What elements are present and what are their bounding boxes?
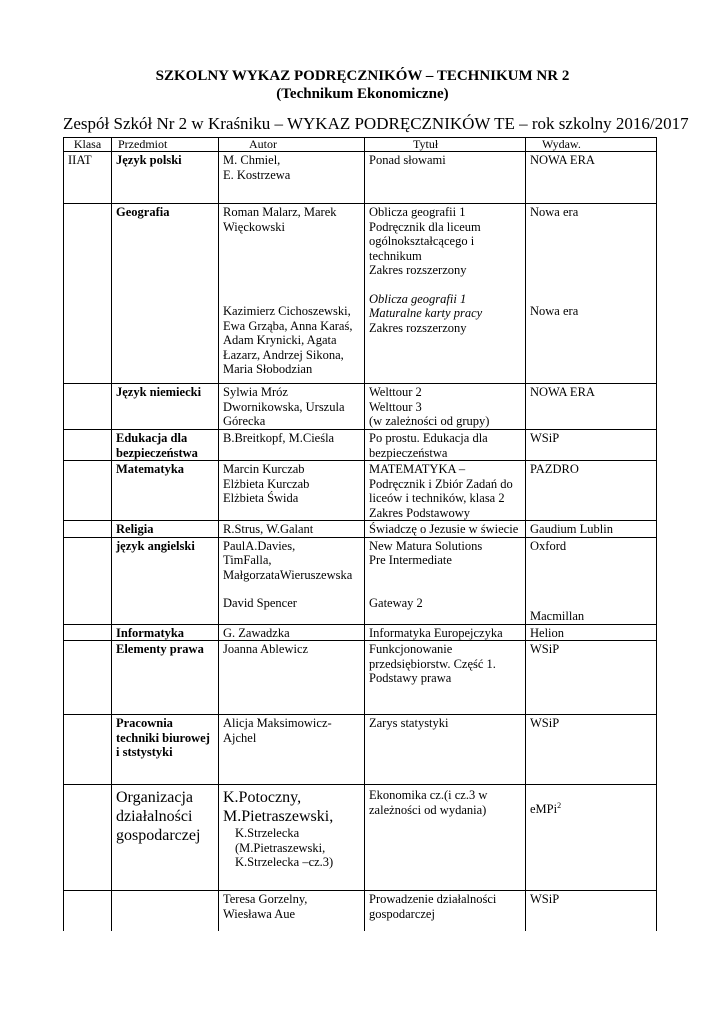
author-cell: PaulA.Davies, TimFalla, MałgorzataWieruszewska David Spencer [219, 537, 365, 624]
header-przedmiot: Przedmiot [112, 138, 219, 152]
title-cell: New Matura Solutions Pre Intermediate Gateway 2 [365, 537, 526, 624]
title-cell: Świadczę o Jezusie w świecie [365, 521, 526, 538]
publisher-cell: WSiP [526, 430, 657, 461]
header-klasa: Klasa [64, 138, 112, 152]
author-cell: Roman Malarz, Marek Więckowski Kazimierz Cichoszewski, Ewa Grząba, Anna Karaś, Adam Krynicki, Agata Łazarz, Andrzej Sikona, Maria Słobodzian [219, 204, 365, 384]
title-cell: Ekonomika cz.(i cz.3 w zależności od wydania) [365, 785, 526, 891]
publisher-cell: NOWA ERA [526, 384, 657, 430]
table-row [64, 641, 657, 715]
table-row [64, 461, 657, 521]
publisher-cell: WSiP [526, 715, 657, 785]
publisher-cell: Oxford Macmillan [526, 537, 657, 624]
title-cell: Welttour 2 Welttour 3 (w zależności od grupy) [365, 384, 526, 430]
author-cell: K.Potoczny, M.Pietraszewski, K.Strzelecka (M.Pietraszewski, K.Strzelecka –cz.3) [219, 785, 365, 891]
table-row [64, 715, 657, 785]
title-cell: Oblicza geografii 1 Podręcznik dla liceum ogólnokształcącego i technikum Zakres rozszerzony Oblicza geografii 1 Maturalne karty pracy Zakres rozszerzony [365, 204, 526, 384]
author-cell: Marcin Kurczab Elżbieta Kurczab Elżbieta Świda [219, 461, 365, 521]
author-cell: Teresa Gorzelny, Wiesława Aue [219, 891, 365, 931]
table-row [64, 521, 657, 538]
author-cell: Alicja Maksimowicz- Ajchel [219, 715, 365, 785]
author-cell: G. Zawadzka [219, 624, 365, 641]
table-row [64, 430, 657, 461]
title-cell: MATEMATYKA – Podręcznik i Zbiór Zadań do liceów i techników, klasa 2 Zakres Podstawowy [365, 461, 526, 521]
subject-cell: Religia [112, 521, 219, 538]
subject-cell: Język niemiecki [112, 384, 219, 430]
title-cell: Zarys statystyki [365, 715, 526, 785]
title-cell: Ponad słowami [365, 152, 526, 204]
author-cell: Joanna Ablewicz [219, 641, 365, 715]
klasa-cell: IIAT [64, 152, 112, 204]
author-cell: Sylwia Mróz Dwornikowska, Urszula Górecka [219, 384, 365, 430]
publisher-cell: WSiP [526, 891, 657, 931]
textbook-table [63, 137, 657, 931]
subject-cell: Elementy prawa [112, 641, 219, 715]
table-row [64, 384, 657, 430]
subject-cell: Pracownia techniki biurowej i ststystyki [112, 715, 219, 785]
table-row [64, 152, 657, 204]
publisher-cell: PAZDRO [526, 461, 657, 521]
subject-cell: Edukacja dla bezpieczeństwa [112, 430, 219, 461]
subject-cell: Organizacja działalności gospodarczej [112, 785, 219, 891]
subject-cell: Matematyka [112, 461, 219, 521]
table-row [64, 537, 657, 624]
header-tytul: Tytuł [365, 138, 526, 152]
author-cell: R.Strus, W.Galant [219, 521, 365, 538]
title-cell: Funkcjonowanie przedsiębiorstw. Część 1. Podstawy prawa [365, 641, 526, 715]
table-row [64, 204, 657, 384]
publisher-cell: Nowa era Nowa era [526, 204, 657, 384]
table-row [64, 891, 657, 931]
subject-cell: Język polski [112, 152, 219, 204]
subject-cell: Informatyka [112, 624, 219, 641]
document-subtitle: (Technikum Ekonomiczne) [276, 86, 449, 102]
publisher-cell: Gaudium Lublin [526, 521, 657, 538]
subject-cell: Geografia [112, 204, 219, 384]
table-row [64, 785, 657, 891]
document-title: SZKOLNY WYKAZ PODRĘCZNIKÓW – TECHNIKUM NR 2 [155, 68, 570, 84]
publisher-cell: eMPi$^2$ [526, 785, 657, 891]
publisher-cell: WSiP [526, 641, 657, 715]
author-cell: M. Chmiel, E. Kostrzewa [219, 152, 365, 204]
author-cell: B.Breitkopf, M.Cieśla [219, 430, 365, 461]
publisher-cell: NOWA ERA [526, 152, 657, 204]
publisher-cell: Helion [526, 624, 657, 641]
subject-cell: język angielski [112, 537, 219, 624]
title-cell: Po prostu. Edukacja dla bezpieczeństwa [365, 430, 526, 461]
header-autor: Autor [219, 138, 365, 152]
title-cell: Informatyka Europejczyka [365, 624, 526, 641]
title-cell: Prowadzenie działalności gospodarczej [365, 891, 526, 931]
table-header-row [64, 138, 657, 152]
school-line: Zespół Szkół Nr 2 w Kraśniku – WYKAZ PODRĘCZNIKÓW TE – rok szkolny 2016/2017 [63, 114, 689, 133]
table-row [64, 624, 657, 641]
header-wydaw: Wydaw. [526, 138, 657, 152]
